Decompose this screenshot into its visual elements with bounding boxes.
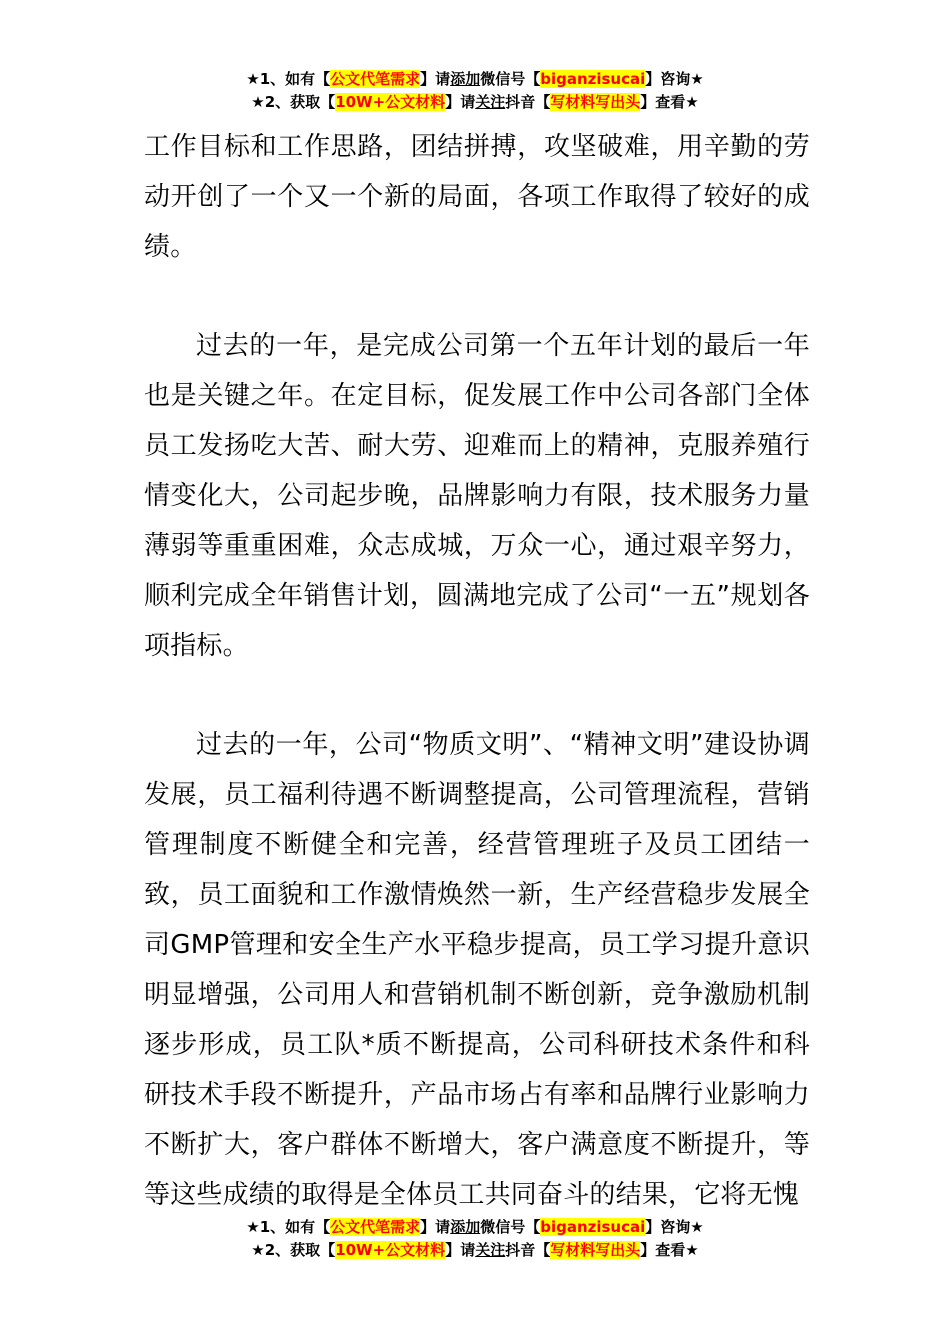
banner-line-1: ★1、如有【公文代笔需求】请添加微信号【biganzisucai】咨询★ — [246, 70, 704, 88]
footer-banner — [0, 1216, 950, 1262]
highlight-service: 公文代笔需求 — [330, 1218, 421, 1236]
paragraph-gap — [144, 272, 810, 321]
highlight-wechat-id: biganzisucai — [540, 70, 646, 88]
highlight-douyin-id: 写材料写出头 — [550, 93, 641, 111]
highlight-materials: 10W+公文材料 — [335, 93, 446, 111]
banner-line-1: ★1、如有【公文代笔需求】请添加微信号【biganzisucai】咨询★ — [246, 1218, 704, 1236]
paragraph: 过去的一年，公司“物质文明”、“精神文明”建设协调发展，员工福利待遇不断调整提高，公司管理流程，营销管理制度不断健全和完善，经营管理班子及员工团结一致，员工面貌和工作激情焕然一新，生产经营稳步发展全司GMP管理和安全生产水平稳步提高，员工学习提升意识明显增强，公司用人和营销机制不断创新，竞争激励机制逐步形成，员工队*质不断提高，公司科研技术条件和科研技术手段不断提升，产品市场占有率和品牌行业影响力不断扩大，客户群体不断增大，客户满意度不断提升，等等这些成绩的取得是全体员工共同奋斗的结果，它将无愧 — [144, 730, 810, 1210]
paragraph-continued: 工作目标和工作思路，团结拼搏，攻坚破难，用辛勤的劳动开创了一个又一个新的局面，各项工作取得了较好的成绩。 — [144, 132, 810, 262]
document-body — [144, 122, 810, 1220]
highlight-wechat-id: biganzisucai — [540, 1218, 646, 1236]
header-banner — [0, 68, 950, 114]
paragraph: 过去的一年，是完成公司第一个五年计划的最后一年也是关键之年。在定目标，促发展工作中公司各部门全体员工发扬吃大苦、耐大劳、迎难而上的精神，克服养殖行情变化大，公司起步晚，品牌影响力有限，技术服务力量薄弱等重重困难，众志成城，万众一心，通过艰辛努力，顺利完成全年销售计划，圆满地完成了公司“一五”规划各项指标。 — [144, 331, 810, 661]
highlight-materials: 10W+公文材料 — [335, 1241, 446, 1259]
highlight-service: 公文代笔需求 — [330, 70, 421, 88]
banner-line-2: ★2、获取【10W+公文材料】请关注抖音【写材料写出头】查看★ — [251, 93, 699, 111]
highlight-douyin-id: 写材料写出头 — [550, 1241, 641, 1259]
paragraph-gap — [144, 671, 810, 720]
banner-line-2: ★2、获取【10W+公文材料】请关注抖音【写材料写出头】查看★ — [251, 1241, 699, 1259]
